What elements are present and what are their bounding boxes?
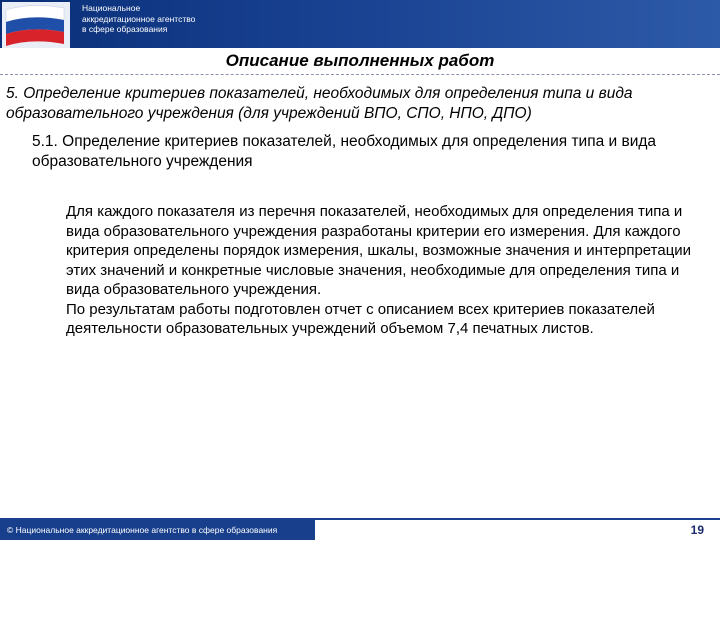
slide-content — [0, 48, 720, 518]
header-band — [0, 0, 720, 48]
flag-logo-icon — [2, 2, 70, 48]
body-text — [66, 202, 716, 339]
organization-name — [82, 3, 242, 35]
subsection-heading: 5.1. Определение критериев показателей, необходимых для определения типа и вида образовательного учреждения — [32, 133, 657, 170]
org-name-line3: в сфере образования — [82, 24, 168, 34]
page-number: 19 — [690, 523, 704, 537]
footer-copyright: © Национальное аккредитационное агентство в сфере образования — [7, 525, 278, 535]
slide-title: Описание выполненных работ — [225, 51, 495, 70]
footer — [0, 518, 720, 542]
org-name-line2: аккредитационное агентство — [82, 13, 196, 24]
title-divider — [0, 74, 720, 75]
footer-copyright-bar — [0, 520, 315, 540]
org-name-line1: Национальное — [82, 3, 141, 13]
body-paragraph-1: Для каждого показателя из перечня показателей, необходимых для определения типа и вида образовательного учреждения разработаны критерии его измерения. Для каждого критерия определены порядок измерения, шкалы, возможные значения и интерпретации этих значений и конкретные числовые значения, необходимые для определения типа и вида образовательного учреждения. — [66, 203, 692, 298]
body-paragraph-2: По результатам работы подготовлен отчет с описанием всех критериев показателей деятельности образовательных учреждений объемом 7,4 печатных листов. — [66, 300, 655, 337]
section-heading: 5. Определение критериев показателей, необходимых для определения типа и вида образовательного учреждения (для учреждений ВПО, СПО, НПО, ДПО) — [6, 85, 633, 122]
